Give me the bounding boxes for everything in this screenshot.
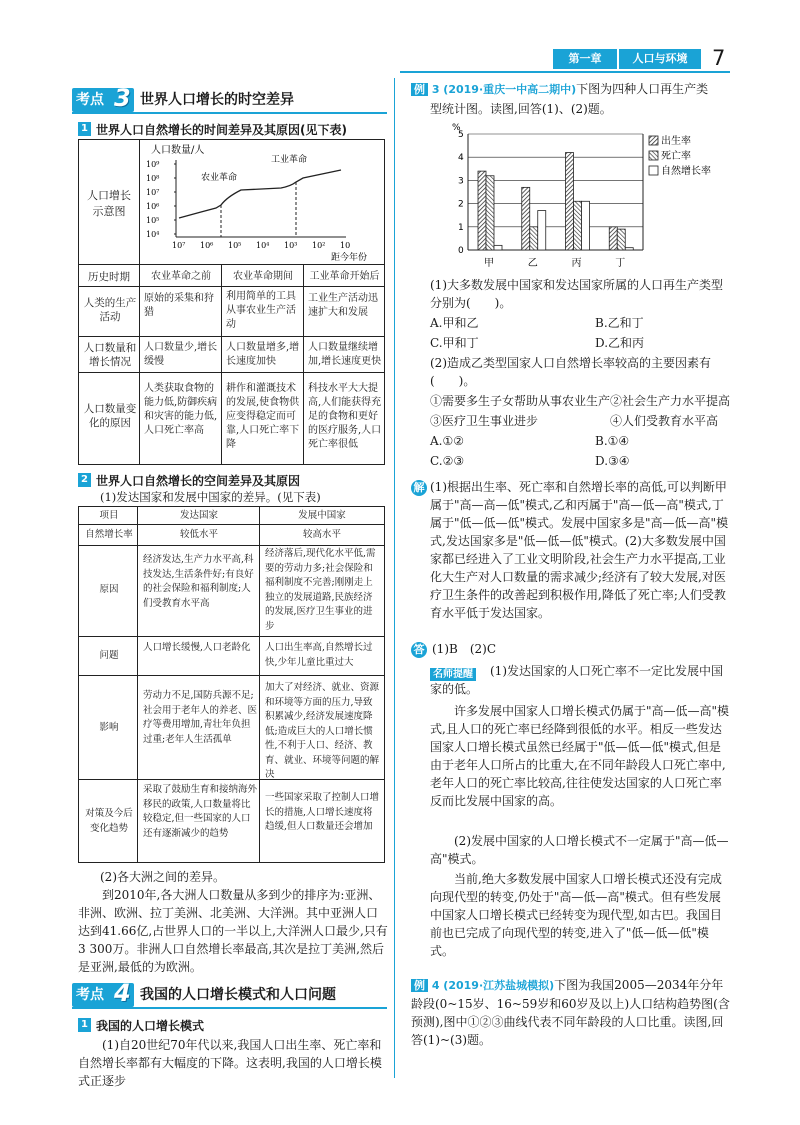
tip-text-1: (1)发达国家的人口死亡率不一定比发展中国家的低。 bbox=[430, 664, 723, 696]
column-divider bbox=[394, 78, 395, 1078]
q2-stem: (2)造成乙类型国家人口自然增长率较高的主要因素有( )。 bbox=[430, 356, 712, 388]
graph-ytick: 10⁵ bbox=[146, 216, 160, 225]
chart-bar bbox=[486, 176, 494, 250]
chart-ytick: 0 bbox=[458, 246, 464, 256]
t2-header-0: 项目 bbox=[99, 510, 119, 521]
subsection-title: 我国的人口增长模式 bbox=[96, 1019, 205, 1033]
graph-ytick: 10⁴ bbox=[146, 230, 160, 239]
example-source: 4 (2019·江苏盐城模拟) bbox=[431, 979, 555, 992]
t1-cell: 人口数量少,增长缓慢 bbox=[144, 342, 218, 367]
banner-underline bbox=[72, 1007, 387, 1009]
t2-row-label: 原因 bbox=[99, 584, 119, 595]
jie-badge: 解 bbox=[411, 480, 427, 496]
t2-row-label: 影响 bbox=[99, 722, 119, 733]
graph-ytick: 10⁹ bbox=[146, 160, 160, 169]
chart-category: 丁 bbox=[615, 258, 626, 269]
chart-bar bbox=[494, 245, 502, 250]
t1-cell: 人口数量继续增加,增长速度更快 bbox=[308, 342, 382, 367]
graph-xtick: 10⁵ bbox=[228, 241, 242, 250]
ind-revolution-label: 工业革命 bbox=[271, 155, 308, 165]
graph-xtick: 10² bbox=[312, 241, 326, 250]
chart-bar bbox=[478, 171, 486, 250]
graph-xtick: 10³ bbox=[284, 241, 298, 250]
example-tag: 例 bbox=[411, 979, 428, 992]
header-rule bbox=[400, 71, 730, 73]
q2-option-d[interactable]: D.③④ bbox=[595, 454, 630, 468]
chapter-label: 第一章 bbox=[553, 49, 617, 69]
time-difference-table bbox=[78, 139, 385, 465]
s3-text: (1)自20世纪70年代以来,我国人口出生率、死亡率和自然增长率都有大幅度的下降。这表明,我国的人口增长模式正逐步 bbox=[78, 1038, 382, 1088]
chart-bar bbox=[522, 187, 530, 250]
legend-swatch bbox=[649, 166, 658, 175]
graph-xtick: 10 bbox=[340, 241, 351, 250]
q1-option-c[interactable]: C.甲和丁 bbox=[430, 336, 479, 350]
section-label: 人口与环境 bbox=[619, 49, 701, 69]
subsection-title: 世界人口自然增长的时间差异及其原因(见下表) bbox=[96, 123, 347, 137]
chart-category: 乙 bbox=[527, 258, 538, 269]
chart-category: 丙 bbox=[571, 258, 582, 269]
p2-text: 到2010年,各大洲人口数量从多到少的排序为:亚洲、非洲、欧洲、拉丁美洲、北美洲、大洋洲。其中亚洲人口达到41.66亿,占世界人口的一半以上,大洋洲人口最少,只有3 300万。非洲人口自然增长率最高,其次是拉丁美洲,然后是亚洲,最低的为欧洲。 bbox=[78, 888, 388, 974]
chart-ylabel: % bbox=[452, 123, 461, 133]
t1-row-label: 人口数量和增长情况 bbox=[83, 342, 137, 368]
q2-statement-1: ①需要多生子女帮助从事农业生产 bbox=[430, 394, 611, 408]
t2-header-2: 发展中国家 bbox=[298, 510, 346, 521]
t1-row-label: 人类的生产活动 bbox=[83, 297, 137, 323]
chart-category: 甲 bbox=[484, 258, 494, 269]
t2-cell: 经济发达,生产力水平高,科技发达,生活条件好;有良好的社会保险和福利制度;人们受教育水平高 bbox=[143, 554, 254, 609]
subsection-number: 1 bbox=[78, 122, 91, 136]
t2-row-label: 自然增长率 bbox=[85, 529, 133, 540]
graph-ytick: 10⁶ bbox=[146, 202, 160, 211]
subsection-number: 1 bbox=[78, 1018, 91, 1032]
legend-swatch bbox=[649, 136, 658, 145]
kaodian-label: 考点 bbox=[72, 983, 134, 1007]
t1-header-1: 农业革命之前 bbox=[151, 271, 211, 282]
q2-option-a[interactable]: A.①② bbox=[430, 434, 464, 448]
graph-xtick: 10⁷ bbox=[172, 241, 186, 250]
page-number: 7 bbox=[712, 46, 726, 70]
t2-cell: 较高水平 bbox=[302, 529, 341, 540]
graph-ylabel: 人口数量/人 bbox=[151, 145, 205, 156]
example-4 bbox=[411, 976, 731, 1049]
example-text: 下图为我国2005—2034年分年龄段(0~15岁、16~59岁和60岁及以上)人口结构趋势图(含预测),图中①②③曲线代表不同年龄段的人口比重。读图,回答(1)~(3)题。 bbox=[411, 978, 730, 1047]
subsection-number: 2 bbox=[78, 473, 91, 487]
legend-label: 出生率 bbox=[661, 136, 691, 147]
chart-bar bbox=[625, 248, 633, 250]
t1-cell: 原始的采集和狩猎 bbox=[144, 293, 214, 318]
q1-stem: (1)大多数发展中国家和发达国家所属的人口再生产类型分别为( )。 bbox=[430, 278, 724, 310]
t1-cell: 人口数量增多,增长速度加快 bbox=[226, 342, 300, 367]
t2-cell: 劳动力不足,国防兵源不足;社会用于老年人的养老、医疗等费用增加,青壮年负担过重;老年人生活孤单 bbox=[143, 690, 258, 745]
legend-label: 死亡率 bbox=[661, 151, 691, 162]
t1-cell: 科技水平大大提高,人们能获得充足的食物和更好的医疗服务,人口死亡率很低 bbox=[308, 383, 382, 450]
ans-text: (1)B (2)C bbox=[432, 642, 496, 656]
chart-bar bbox=[530, 227, 538, 250]
t1-header-0: 历史时期 bbox=[88, 271, 130, 283]
chart-ytick: 4 bbox=[458, 153, 464, 164]
chart-bar bbox=[538, 211, 546, 250]
q2-option-b[interactable]: B.①④ bbox=[595, 434, 630, 448]
chart-bar bbox=[609, 227, 617, 250]
kaodian-title: 世界人口增长的时空差异 bbox=[140, 92, 294, 108]
t1-header-2: 农业革命期间 bbox=[233, 271, 293, 282]
chart-ytick: 2 bbox=[458, 199, 464, 210]
tip-text-3: (2)发展中国家的人口增长模式不一定属于"高—低—高"模式。 bbox=[430, 834, 729, 866]
t2-cell: 人口出生率高,自然增长过快,少年儿童比重过大 bbox=[265, 642, 373, 668]
graph-xlabel: 距今年份 bbox=[331, 253, 368, 262]
subsection-title: 世界人口自然增长的空间差异及其原因 bbox=[96, 474, 301, 488]
tip-text-4: 当前,绝大多数发展中国家人口增长模式还没有完成向现代型的转变,仍处于"高—低—高"模式。但有些发展中国家人口增长模式已经转变为现代型,如古巴。我国目前也已完成了向现代型的转变,进入了"低—低—低"模式。 bbox=[430, 872, 722, 958]
t2-row-label: 问题 bbox=[99, 650, 119, 661]
q1-option-d[interactable]: D.乙和丙 bbox=[595, 336, 645, 350]
graph-xtick: 10⁴ bbox=[256, 241, 270, 250]
legend-label: 自然增长率 bbox=[661, 166, 711, 177]
example-text: 下图为四种人口再生产类 bbox=[576, 82, 709, 96]
jie-wrap bbox=[411, 480, 427, 496]
graph-xtick: 10⁶ bbox=[200, 241, 214, 250]
graph-ytick: 10⁸ bbox=[146, 174, 160, 183]
t2-cell: 采取了鼓励生育和接纳海外移民的政策,人口数量将比较稳定,但一些国家的人口还有逐渐减少的趋势 bbox=[143, 784, 258, 839]
q1-option-a[interactable]: A.甲和乙 bbox=[430, 316, 479, 330]
kaodian-4-banner bbox=[72, 979, 387, 1007]
kaodian-label: 考点 bbox=[72, 88, 134, 112]
agri-revolution-label: 农业革命 bbox=[201, 173, 238, 183]
population-growth-graph bbox=[141, 142, 383, 262]
tip-text-2: 许多发展中国家人口增长模式仍属于"高—低—高"模式,且人口的死亡率已经降到很低的水平。相反一些发达国家人口增长模式虽然已经属于"低—低—低"模式,但是由于老年人口所占的比重大,在不同年龄段人口死亡率中,老年人口的死亡率比较高,往往使发达国家的人口死亡率反而比发展中国家的高。 bbox=[430, 704, 730, 808]
example-3-text2: 型统计图。读图,回答(1)、(2)题。 bbox=[430, 102, 612, 116]
kaodian-title: 我国的人口增长模式和人口问题 bbox=[140, 987, 336, 1003]
ans-wrap bbox=[411, 642, 427, 658]
t2-row-label: 对策及今后变化趋势 bbox=[85, 808, 133, 834]
t1-cell: 利用简单的工具从事农业生产活动 bbox=[226, 291, 296, 330]
kaodian-number: 4 bbox=[114, 979, 131, 1007]
q2-statement-3: ③医疗卫生事业进步 bbox=[430, 414, 539, 428]
q2-statement-2: ②社会生产力水平提高 bbox=[610, 394, 731, 408]
t2-cell: 经济落后,现代化水平低,需要的劳动力多;社会保险和福利制度不完善;刚刚走上独立的发展道路,民族经济的发展,医疗卫生事业的进步 bbox=[265, 548, 376, 632]
p2-title: (2)各大洲之间的差异。 bbox=[100, 870, 225, 884]
chart-ytick: 5 bbox=[458, 130, 464, 140]
q2-statement-4: ④人们受教育水平高 bbox=[610, 414, 719, 428]
kaodian-3-banner bbox=[72, 84, 387, 112]
t2-cell: 人口增长缓慢,人口老龄化 bbox=[143, 642, 251, 653]
t1-cell: 工业生产活动迅速扩大和发展 bbox=[308, 293, 378, 318]
q2-option-c[interactable]: C.②③ bbox=[430, 454, 465, 468]
chart-bar bbox=[566, 153, 574, 250]
banner-underline bbox=[72, 112, 387, 114]
chart-bar bbox=[582, 201, 590, 250]
row-label-graph: 人口增长示意图 bbox=[87, 189, 131, 218]
bar-chart bbox=[438, 120, 728, 272]
t2-header-1: 发达国家 bbox=[179, 510, 218, 521]
t1-row-label: 人口数量变化的原因 bbox=[83, 403, 137, 429]
chart-bar bbox=[574, 201, 582, 250]
t1-cell: 耕作和灌溉技术的发展,使食物供应变得稳定而可靠,人口死亡率下降 bbox=[226, 383, 300, 450]
example-3 bbox=[411, 80, 731, 99]
s2-intro: (1)发达国家和发展中国家的差异。(见下表) bbox=[100, 490, 321, 504]
t1-cell: 人类获取食物的能力低,防御疾病和灾害的能力低,人口死亡率高 bbox=[144, 383, 218, 436]
example-source: 3 (2019·重庆一中高二期中) bbox=[431, 83, 577, 96]
t2-cell: 较低水平 bbox=[179, 529, 218, 540]
t1-header-3: 工业革命开始后 bbox=[309, 271, 380, 282]
kaodian-number: 3 bbox=[114, 84, 131, 112]
space-difference-table bbox=[78, 506, 385, 863]
chart-ytick: 3 bbox=[458, 176, 464, 187]
example-tag: 例 bbox=[411, 83, 428, 96]
tip-badge: 名师提醒 bbox=[430, 668, 476, 681]
chart-bar bbox=[617, 229, 625, 250]
ans-badge: 答 bbox=[411, 642, 427, 658]
t2-cell: 一些国家采取了控制人口增长的措施,人口增长速度将趋缓,但人口数量还会增加 bbox=[265, 792, 380, 832]
jie-text: (1)根据出生率、死亡率和自然增长率的高低,可以判断甲属于"高—高—低"模式,乙和丙属于"高—低—高"模式,丁属于"低—低—低"模式。发展中国家多是"高—低—高"模式,发达国家多是"低—低—低"模式。(2)大多数发展中国家都已经进入了工业文明阶段,社会生产力水平提高,工业化大生产对人口数量的需求减少;经济有了较大发展,对医疗卫生条件的改善起到积极作用,降低了死亡率;人们受教育水平低于发达国家。 bbox=[430, 480, 729, 620]
t2-cell: 加大了对经济、就业、资源和环境等方面的压力,导致积累减少,经济发展速度降低;造成巨大的人口增长惯性,不利于人口、经济、教育、就业、环境等问题的解决 bbox=[265, 682, 380, 780]
legend-swatch bbox=[649, 151, 658, 160]
q1-option-b[interactable]: B.乙和丁 bbox=[595, 316, 644, 330]
chart-ytick: 1 bbox=[458, 222, 464, 233]
graph-ytick: 10⁷ bbox=[146, 188, 160, 197]
